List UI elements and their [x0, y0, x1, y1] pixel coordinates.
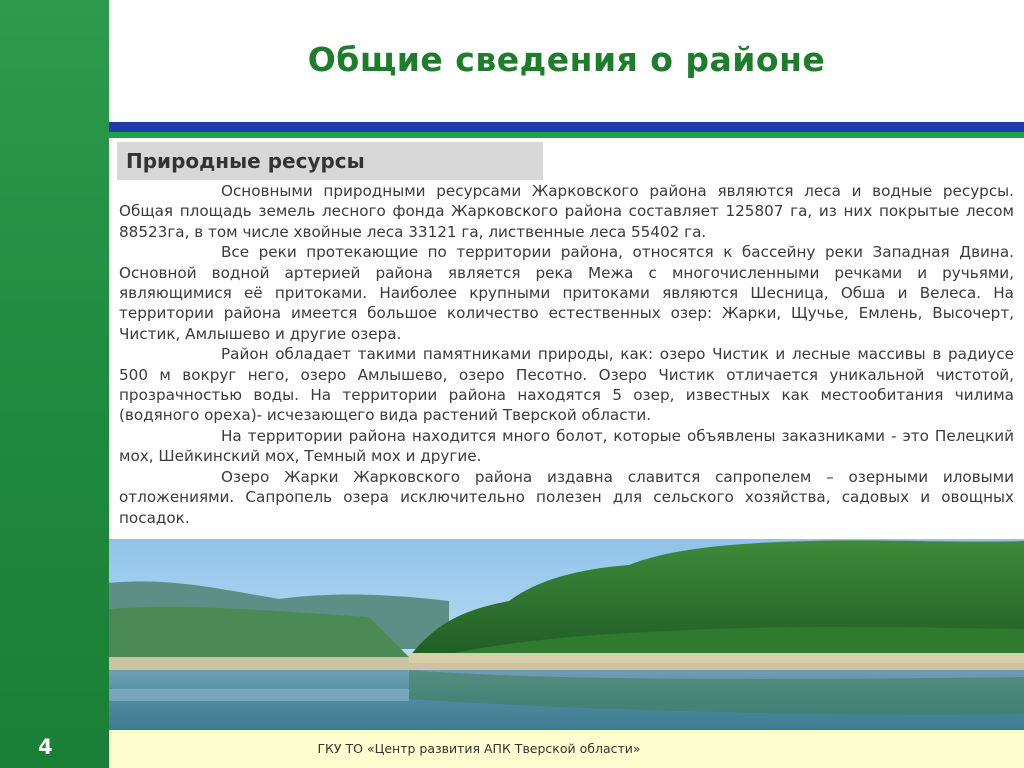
lake-forest-photo	[109, 539, 1024, 730]
lake-landscape-image	[109, 539, 1024, 730]
paragraph-rivers: Все реки протекающие по территории района, относятся к бассейну реки Западная Двина. Основной водной артерией района является река Межа с многочисленными речками и ручьями, являющимися её притоками. Наиболее крупными притоками являются Шесница, Обша и Велеса. На территории района имеется большое количество естественных озер: Жарки, Щучье, Емлень, Высочерт, Чистик, Амлышево и другие озера.	[119, 243, 1014, 343]
body-text	[119, 181, 1014, 528]
paragraph-monuments: Район обладает такими памятниками природы, как: озеро Чистик и лесные массивы в радиусе 500 м вокруг него, озеро Амлышево, озеро Песотно. Озеро Чистик отличается уникальной чистотой, прозрачностью воды. На территории района находятся 5 озер, известных как местообитания чилима (водяного ореха)- исчезающего вида растений Тверской области.	[119, 345, 1014, 425]
left-sidebar	[0, 0, 109, 768]
title-divider-blue	[109, 122, 1024, 132]
footer-bar	[109, 730, 1024, 768]
paragraph-swamps: На территории района находится много болот, которые объявлены заказниками - это Пелецкий мох, Шейкинский мох, Темный мох и другие.	[119, 426, 1014, 466]
paragraph-sapropel: Озеро Жарки Жарковского района издавна славится сапропелем – озерными иловыми отложениями. Сапропель озера исключительно полезен для сельского хозяйства, садовых и овощных посадок.	[119, 467, 1014, 527]
slide-number: 4	[38, 735, 53, 759]
paragraph-resources: Основными природными ресурсами Жарковского района являются леса и водные ресурсы. Общая площадь земель лесного фонда Жарковского района составляет 125807 га, из них покрытые лесом 88523га, в том числе хвойные леса 33121 га, лиственные леса 55402 га.	[119, 182, 1014, 241]
footer-organization: ГКУ ТО «Центр развития АПК Тверской области»	[317, 741, 641, 756]
section-heading: Природные ресурсы	[117, 142, 543, 180]
title-divider-green	[109, 132, 1024, 138]
slide-title: Общие сведения о районе	[307, 40, 826, 79]
